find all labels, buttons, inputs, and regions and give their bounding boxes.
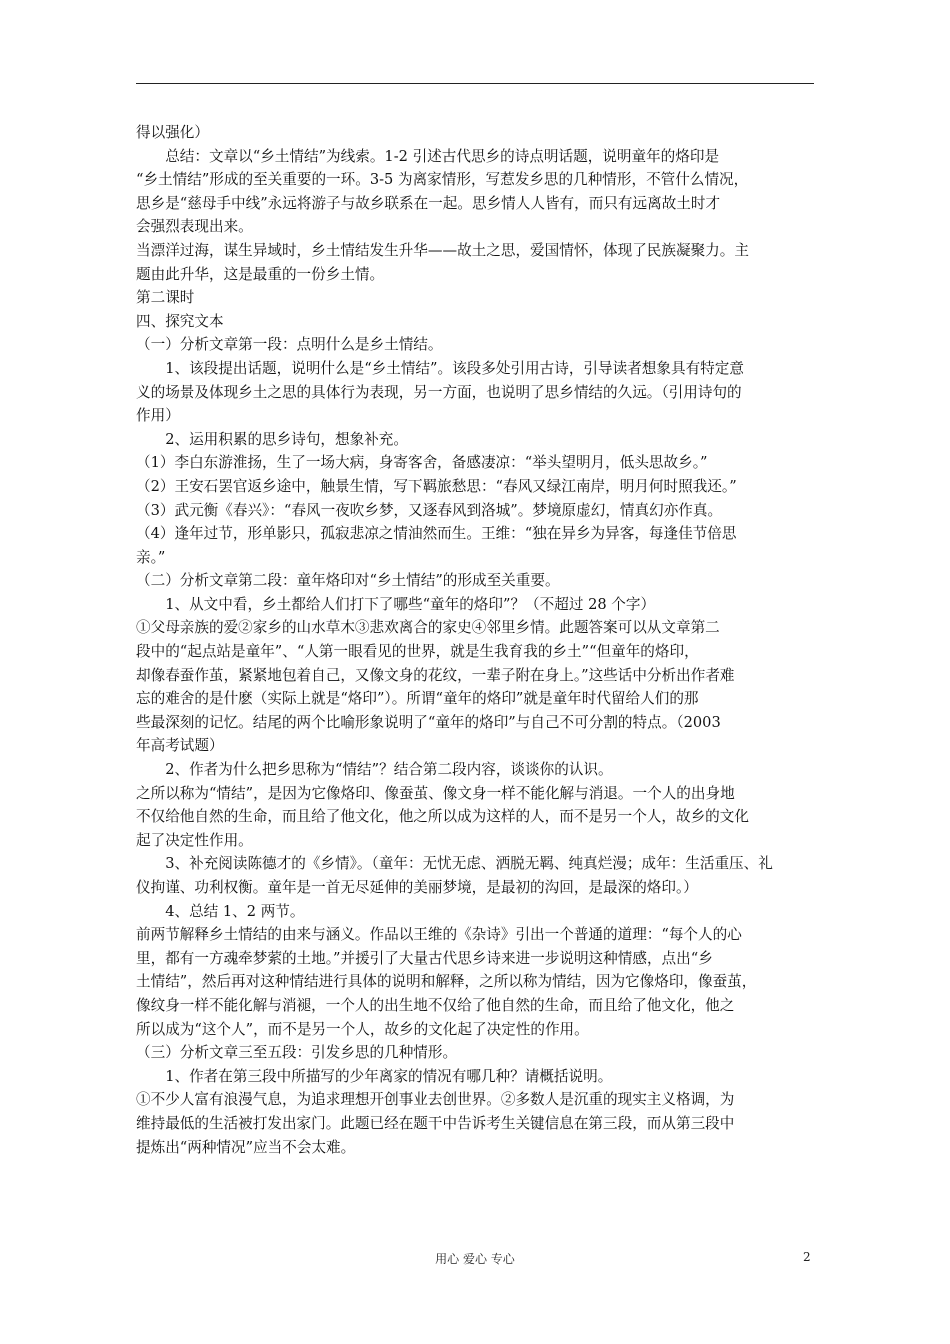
text-line: 思乡是“慈母手中线”永远将游子与故乡联系在一起。思乡情人人皆有，而只有远离故土时才 (136, 194, 721, 212)
text-line: （一）分析文章第一段：点明什么是乡土情结。 (136, 336, 443, 354)
text-line: 1、从文中看，乡土都给人们打下了哪些“童年的烙印”？（不超过 28 个字） (136, 595, 656, 613)
text-line: 四、探究文本 (136, 312, 224, 330)
text-line: ①不少人富有浪漫气息，为追求理想开创事业去创世界。②多数人是沉重的现实主义格调，为 (136, 1091, 735, 1109)
text-line: （二）分析文章第二段：童年烙印对“乡土情结”的形成至关重要。 (136, 572, 560, 590)
text-line: 4、总结 1、2 两节。 (136, 902, 305, 920)
text-line: 2、运用积累的思乡诗句，想象补充。 (136, 430, 408, 448)
text-line: 所以成为“这个人”，而不是另一个人，故乡的文化起了决定性的作用。 (136, 1020, 589, 1038)
text-line: 些最深刻的记忆。结尾的两个比喻形象说明了“童年的烙印”与自己不可分割的特点。（2003 (136, 713, 721, 731)
text-line: 1、该段提出话题，说明什么是“乡土情结”。该段多处引用古诗，引导读者想象具有特定意 (136, 359, 744, 377)
text-line: 第二课时 (136, 289, 195, 307)
text-line: 3、补充阅读陈德才的《乡情》。（童年：无忧无虑、洒脱无羁、纯真烂漫；成年：生活重压、礼 (136, 855, 773, 873)
text-line: 段中的“起点站是童年”、“人第一眼看见的世界，就是生我育我的乡土”“但童年的烙印， (136, 643, 699, 661)
text-line: 土情结”，然后再对这种情结进行具体的说明和解释，之所以称为情结，因为它像烙印，像蚕茧， (136, 973, 757, 991)
text-line: 亲。” (136, 548, 166, 566)
text-line: 仪拘谨、功利权衡。童年是一首无尽延伸的美丽梦境，是最初的沟回，是最深的烙印。） (136, 879, 698, 896)
text-line: 总结：文章以“乡土情结”为线索。1-2 引述古代思乡的诗点明话题，说明童年的烙印是 (136, 147, 720, 165)
text-line: 前两节解释乡土情结的由来与涵义。作品以王维的《杂诗》引出一个普通的道理：“每个人的心 (136, 926, 742, 944)
text-line: （2）王安石罢官返乡途中，触景生情，写下羁旅愁思：“春风又绿江南岸，明月何时照我还。” (136, 477, 737, 495)
text-line: 作用） (136, 407, 180, 425)
text-line: （3）武元衡《春兴》：“春风一夜吹乡梦，又逐春风到洛城”。梦境原虚幻，情真幻亦作真。 (136, 501, 723, 519)
text-line: 义的场景及体现乡土之思的具体行为表现，另一方面，也说明了思乡情结的久远。（引用诗句的 (136, 383, 742, 401)
text-line: 却像春蚕作茧，紧紧地包着自己，又像文身的花纹，一辈子附在身上。”这些话中分析出作者难 (136, 666, 735, 684)
document-body (136, 121, 816, 1159)
text-line: 1、作者在第三段中所描写的少年离家的情况有哪几种？请概括说明。 (136, 1067, 613, 1085)
text-line: （1）李白东游淮扬，生了一场大病，身寄客舍，备感凄凉：“举头望明月，低头思故乡。” (136, 454, 708, 472)
text-line: 之所以称为“情结”，是因为它像烙印、像蚕茧、像文身一样不能化解与消退。一个人的出身地 (136, 784, 735, 802)
text-line: 起了决定性作用。 (136, 831, 253, 849)
text-line: 得以强化） (136, 124, 209, 141)
text-line: 2、作者为什么把乡思称为“情结”？结合第二段内容，谈谈你的认识。 (136, 761, 613, 779)
header-rule (136, 83, 814, 84)
text-line: ①父母亲族的爱②家乡的山水草木③悲欢离合的家史④邻里乡情。此题答案可以从文章第二 (136, 619, 720, 637)
text-line: 像纹身一样不能化解与消褪，一个人的出生地不仅给了他自然的生命，而且给了他文化，他之 (136, 996, 735, 1014)
text-line: 忘的难舍的是什麽（实际上就是“烙印”）。所谓“童年的烙印”就是童年时代留给人们的那 (136, 690, 699, 708)
text-line: 提炼出“两种情况”应当不会太难。 (136, 1138, 356, 1156)
text-line: （三）分析文章三至五段：引发乡思的几种情形。 (136, 1044, 458, 1062)
text-line: 里，都有一方魂牵梦萦的土地。”并援引了大量古代思乡诗来进一步说明这种情感，点出“乡 (136, 949, 713, 967)
page-number: 2 (803, 1250, 811, 1264)
text-line: 题由此升华，这是最重的一份乡土情。 (136, 265, 385, 283)
text-line: 会强烈表现出来。 (136, 218, 253, 236)
text-line: 维持最低的生活被打发出家门。此题已经在题干中告诉考生关键信息在第三段，而从第三段中 (136, 1114, 735, 1132)
footer-motto: 用心 爱心 专心 (435, 1252, 515, 1266)
text-line: 年高考试题） (136, 737, 224, 755)
text-line: （4）逢年过节，形单影只，孤寂悲凉之情油然而生。王维：“独在异乡为异客，每逢佳节倍思 (136, 525, 737, 543)
text-line: 当漂洋过海，谋生异域时，乡土情结发生升华——故土之思，爱国情怀，体现了民族凝聚力。主 (136, 241, 749, 259)
text-line: “乡土情结”形成的至关重要的一环。3-5 为离家情形，写惹发乡思的几种情形，不管什么情况， (136, 171, 749, 189)
text-line: 不仅给他自然的生命，而且给了他文化，他之所以成为这样的人，而不是另一个人，故乡的文化 (136, 808, 749, 826)
